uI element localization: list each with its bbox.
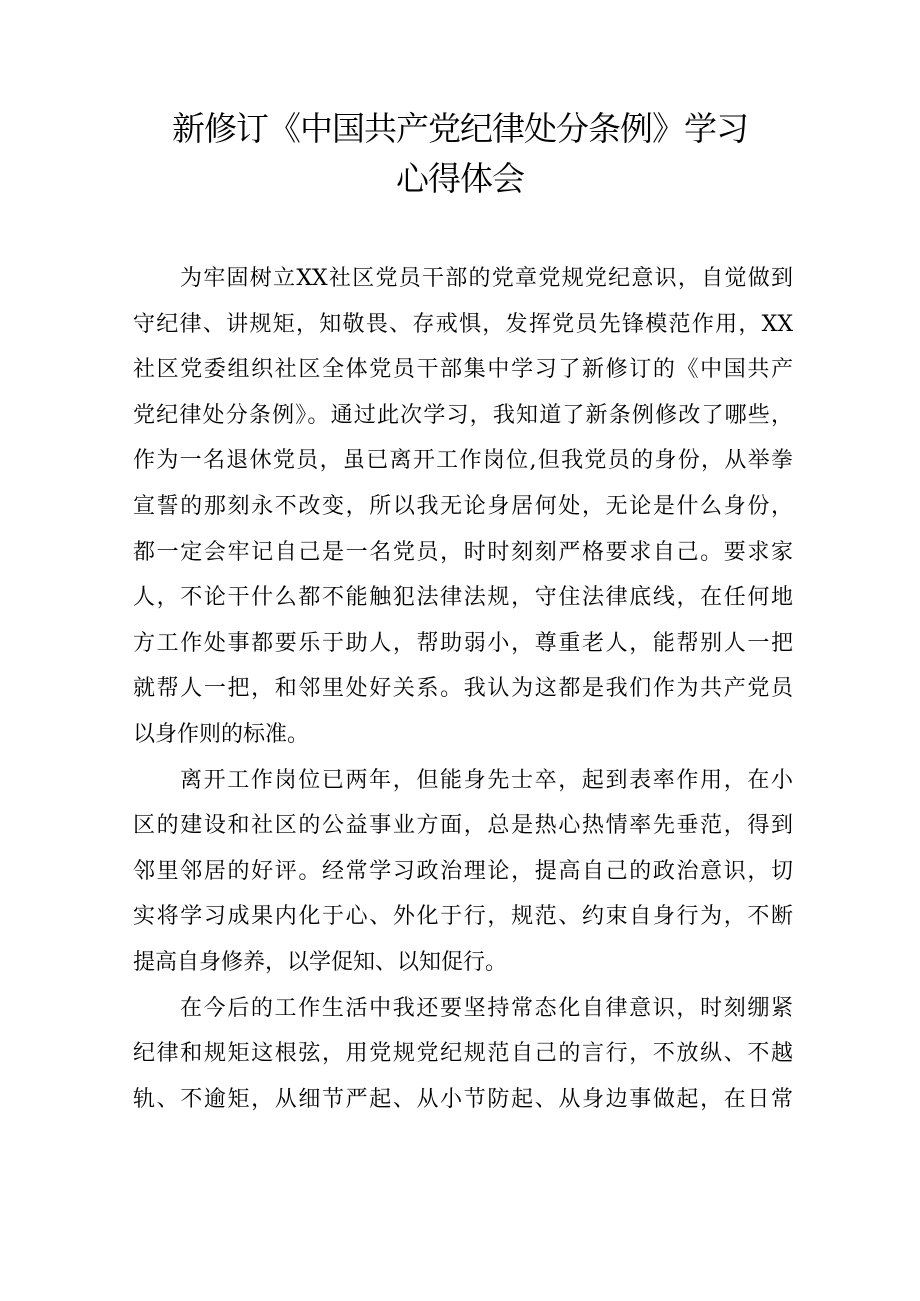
- text-line: 提高自身修养，以学促知、以知促行。: [133, 949, 508, 975]
- document-body: [133, 256, 793, 1122]
- text-line: 人，不论干什么都不能触犯法律法规，守住法律底线，在任何地: [133, 585, 793, 611]
- text-line: 在今后的工作生活中我还要坚持常态化自律意识，时刻绷紧: [180, 995, 793, 1021]
- text-line: 作为一名退休党员，虽已离开工作岗位,但我党员的身份，从举拳: [133, 448, 793, 474]
- text-line: 以身作则的标准。: [133, 721, 310, 747]
- text-line: 实将学习成果内化于心、外化于行，规范、约束自身行为，不断: [133, 904, 793, 930]
- paragraph-2: [133, 758, 793, 986]
- text-line: 守纪律、讲规矩，知敬畏、存戒惧，发挥党员先锋模范作用，XX: [133, 311, 793, 337]
- text-line: 离开工作岗位已两年，但能身先士卒，起到表率作用，在小: [180, 767, 793, 793]
- text-line: 区的建设和社区的公益事业方面，总是热心热情率先垂范，得到: [133, 813, 793, 839]
- paragraph-1: [133, 256, 793, 758]
- text-line: 邻里邻居的好评。经常学习政治理论，提高自己的政治意识，切: [133, 858, 793, 884]
- text-line: 为牢固树立XX社区党员干部的党章党规党纪意识，自觉做到: [180, 266, 793, 291]
- text-line: 轨、不逾矩，从细节严起、从小节防起、从身边事做起，在日常: [133, 1086, 793, 1112]
- text-line: 社区党委组织社区全体党员干部集中学习了新修订的《中国共产: [133, 357, 793, 383]
- text-line: 都一定会牢记自己是一名党员，时时刻刻严格要求自己。要求家: [133, 539, 793, 565]
- title-line-1: 新修订《中国共产党纪律处分条例》学习: [172, 109, 748, 148]
- document-title: [120, 104, 800, 204]
- text-line: 宣誓的那刻永不改变，所以我无论身居何处，无论是什么身份，: [133, 493, 793, 519]
- title-line-2: 心得体会: [396, 159, 524, 198]
- paragraph-3: [133, 986, 793, 1123]
- text-line: 方工作处事都要乐于助人，帮助弱小，尊重老人，能帮别人一把: [133, 630, 793, 656]
- text-line: 党纪律处分条例》。通过此次学习，我知道了新条例修改了哪些，: [133, 402, 793, 428]
- text-line: 就帮人一把，和邻里处好关系。我认为这都是我们作为共产党员: [133, 676, 793, 702]
- text-line: 纪律和规矩这根弦，用党规党纪规范自己的言行，不放纵、不越: [133, 1041, 793, 1067]
